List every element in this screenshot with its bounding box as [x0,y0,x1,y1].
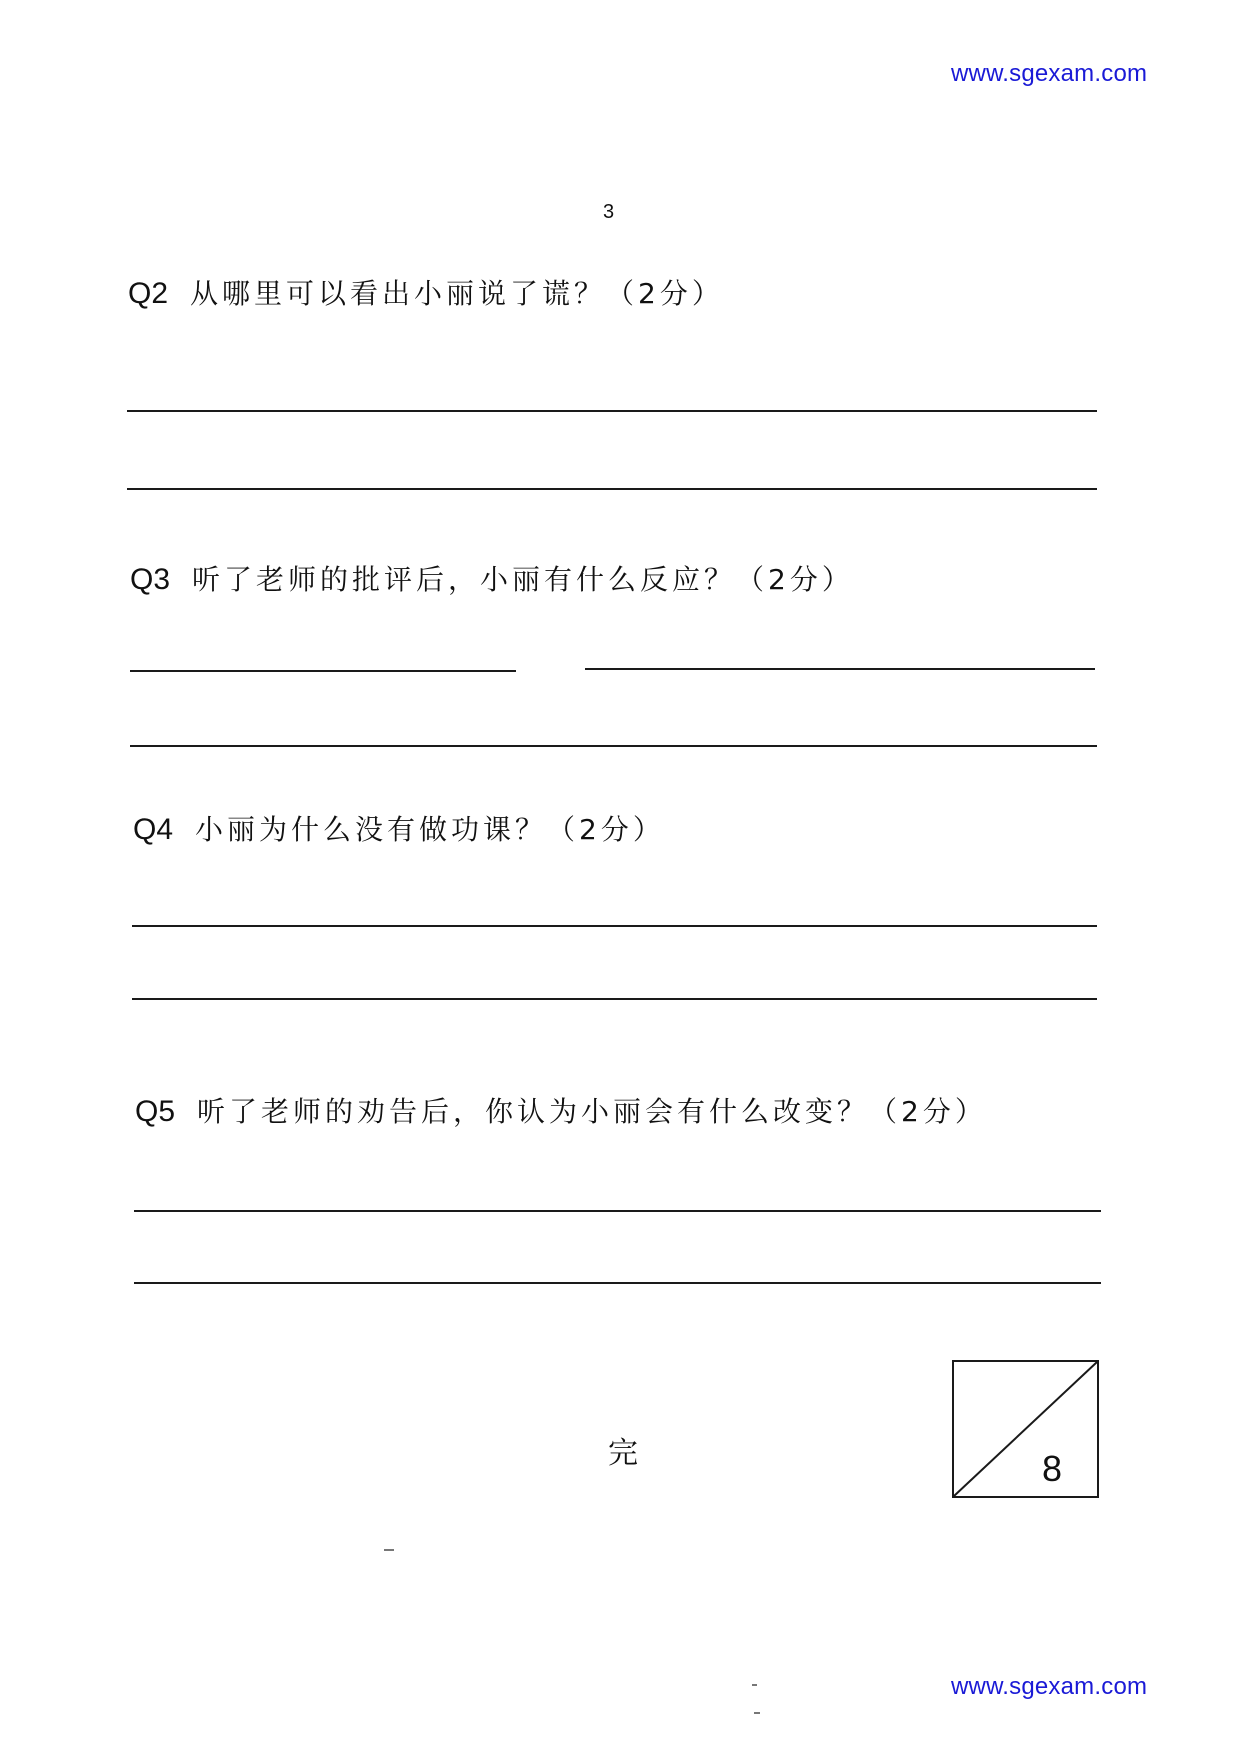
question-text: 从哪里可以看出小丽说了谎？（2分） [190,277,724,310]
page-number: 3 [603,201,615,223]
score-box [952,1360,1099,1498]
question-4 [133,808,665,848]
question-2 [128,272,724,312]
score-box-diagonal [954,1362,1097,1496]
answer-line[interactable] [132,998,1097,1000]
end-mark: 完 [608,1436,638,1471]
website-watermark: www.sgexam.com [951,60,1148,87]
question-text: 小丽为什么没有做功课？（2分） [195,813,665,846]
scan-speck [752,1684,757,1686]
answer-line[interactable] [132,925,1097,927]
scan-speck [384,1549,394,1551]
answer-line[interactable] [127,410,1097,412]
answer-line[interactable] [130,745,1097,747]
question-text: 听了老师的批评后，小丽有什么反应？（2分） [192,563,854,596]
question-number: Q3 [130,563,171,596]
answer-line[interactable] [127,488,1097,490]
answer-line[interactable] [134,1282,1101,1284]
answer-line[interactable] [130,670,516,672]
question-3 [130,558,854,598]
question-number: Q2 [128,277,169,310]
score-box-frame [952,1360,1099,1498]
answer-line[interactable] [585,668,1095,670]
question-number: Q4 [133,813,174,846]
scan-speck [754,1712,760,1714]
website-watermark: www.sgexam.com [951,1673,1148,1700]
score-value: 8 [1042,1448,1063,1489]
question-5 [135,1090,987,1130]
question-number: Q5 [135,1095,176,1128]
question-text: 听了老师的劝告后，你认为小丽会有什么改变？（2分） [197,1095,987,1128]
answer-line[interactable] [134,1210,1101,1212]
